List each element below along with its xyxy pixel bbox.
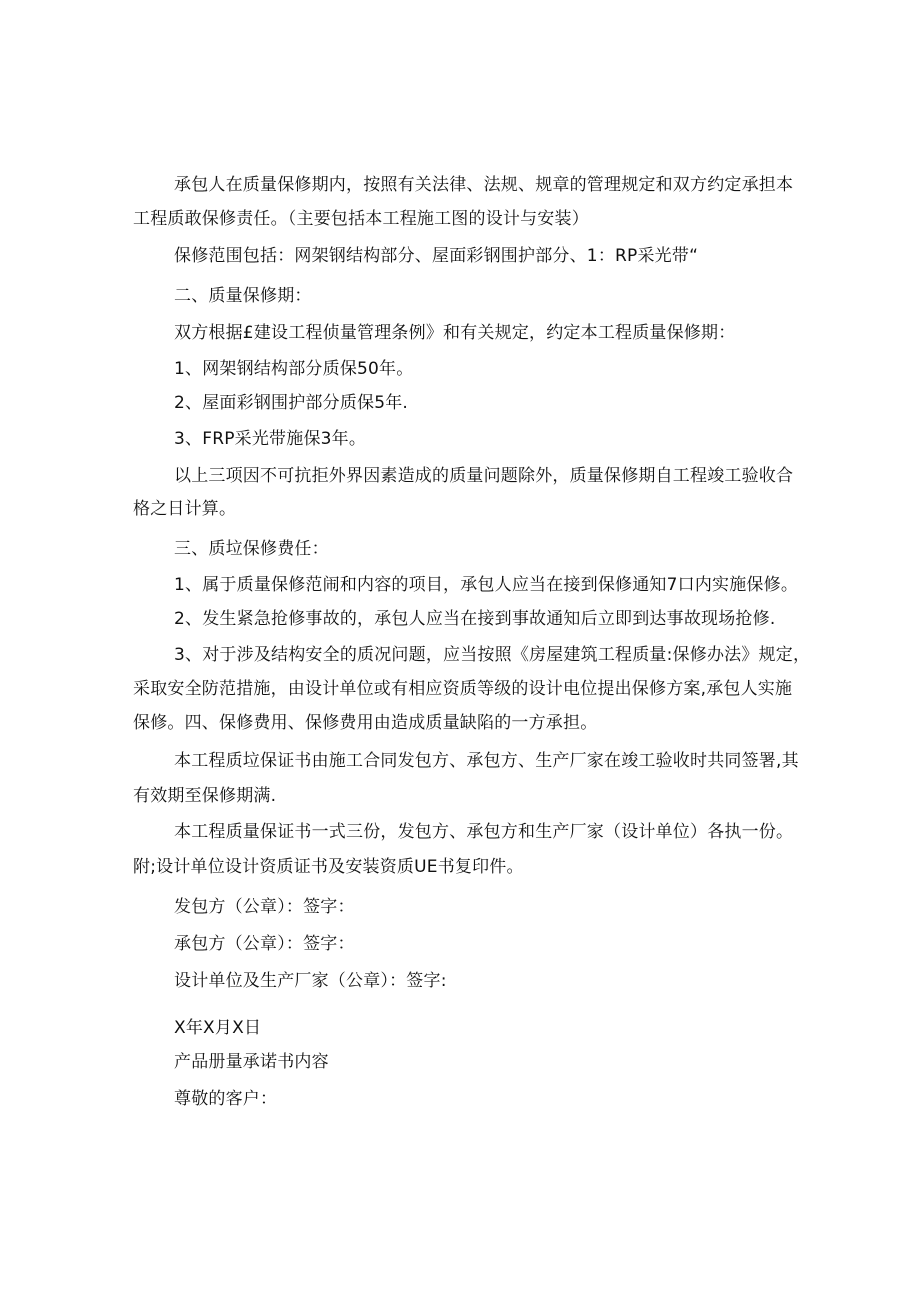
list-item-duty-2: 2、发生紧急抢修事故的，承包人应当在接到事故通知后立即到达事故现场抢修. xyxy=(174,609,776,629)
signature-line-contractor: 承包方（公章）：签字： xyxy=(174,934,355,954)
paragraph-signing-line-2: 有效期至保修期满. xyxy=(133,786,277,806)
paragraph-exclusions-line-2: 格之日计算。 xyxy=(133,499,237,519)
list-item-period-1: 1、网架钢结构部分质保50年。 xyxy=(174,359,414,379)
paragraph-signing-line-1: 本工程质垃保证书由施工合同发包方、承包方、生产厂家在竣工验收时共同签署,其 xyxy=(174,751,799,771)
salutation: 尊敬的客户： xyxy=(174,1089,278,1109)
signature-line-employer: 发包方（公章）：签字： xyxy=(174,897,355,917)
list-item-duty-3-line-1: 3、对于涉及结构安全的质况问题，应当按照《房屋建筑工程质量:保修办法》规定， xyxy=(174,645,811,665)
paragraph-warranty-responsibility-line-2: 工程质敢保修责任。（主要包括本工程施工图的设计与安装） xyxy=(133,209,589,229)
signature-line-designer-manufacturer: 设计单位及生产厂家（公章）：签字: xyxy=(174,971,447,991)
paragraph-copies: 本工程质量保证书一式三份，发包方、承包方和生产厂家（设计单位）各执一份。 xyxy=(174,822,794,842)
paragraph-attachments: 附;设计单位设计资质证书及安装资质UE书复印件。 xyxy=(133,857,524,877)
date-line: X年X月X日 xyxy=(174,1018,262,1038)
section-heading-warranty-period: 二、质量保修期： xyxy=(174,286,312,306)
list-item-period-3: 3、FRP采光带施保3年。 xyxy=(174,429,367,449)
paragraph-period-intro: 双方根据£建设工程侦量管理条例》和有关规定，约定本工程质量保修期： xyxy=(174,323,736,343)
next-document-title: 产品册量承诺书内容 xyxy=(174,1052,329,1072)
paragraph-warranty-scope: 保修范围包括：网架钢结构部分、屋面彩钢围护部分、1：RP采光带“ xyxy=(174,246,699,266)
list-item-period-2: 2、屋面彩钢围护部分质保5年. xyxy=(174,393,409,413)
paragraph-warranty-responsibility-line-1: 承包人在质量保修期内，按照有关法律、法规、规章的管理规定和双方约定承担本 xyxy=(174,175,794,195)
section-heading-warranty-duty: 三、质垃保修费任： xyxy=(174,539,329,559)
paragraph-exclusions-line-1: 以上三项因不可抗拒外界因素造成的质量问题除外，质量保修期自工程竣工验收合 xyxy=(174,466,794,486)
list-item-duty-3-line-2: 采取安全防范措施，由设计单位或有相应资质等级的设计电位提出保修方案,承包人实施 xyxy=(133,679,793,699)
list-item-duty-3-line-3: 保修。四、保修费用、保修费用由造成质量缺陷的一方承担。 xyxy=(133,713,598,733)
list-item-duty-1: 1、属于质量保修范闹和内容的项目，承包人应当在接到保修通知7口内实施保修。 xyxy=(174,575,799,595)
